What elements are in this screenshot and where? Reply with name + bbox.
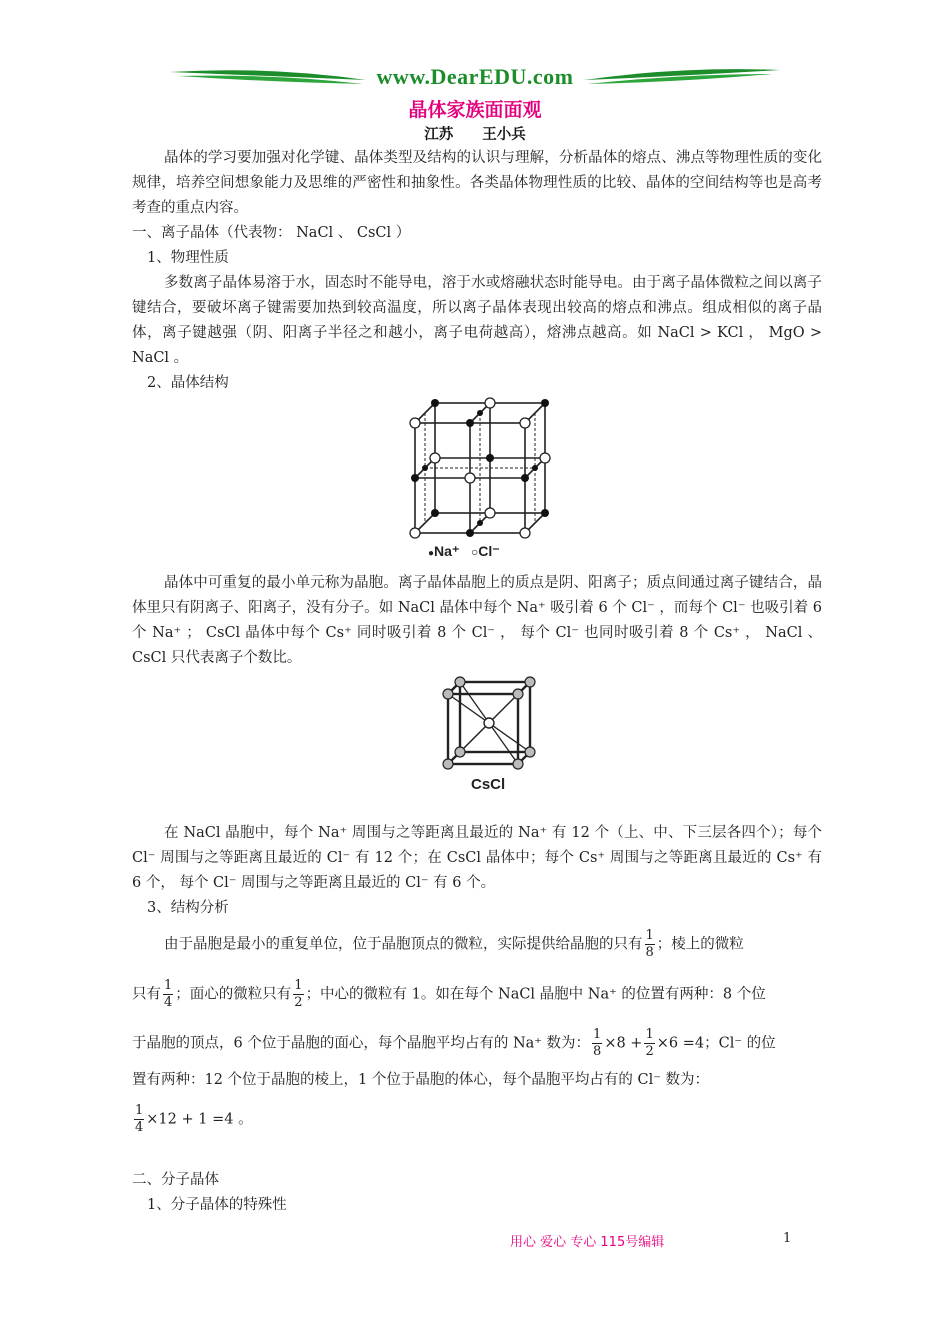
section1-sub1: 1、物理性质 [147,250,229,266]
legend-na: Na⁺ [434,543,460,559]
legend-cl: Cl⁻ [478,543,500,559]
section2-sub1: 1、分子晶体的特殊性 [147,1197,287,1213]
analysis-line-1: 由于晶胞是最小的重复单位，位于晶胞顶点的微粒，实际提供给晶胞的只有 $\frac{1}{8}$ ；棱上的微粒 [164,928,744,960]
intro-paragraph: 晶体的学习要加强对化学键、晶体类型及结构的认识与理解，分析晶体的熔点、沸点等物理性质的变化规律，培养空间想象能力及思维的严密性和抽象性。各类晶体物理性质的比较、晶体的空间结构等也是高考考查的重点内容。 [132,150,822,216]
section1-heading: 一、离子晶体（代表物： NaCl 、 CsCl ） [132,225,411,241]
cscl-label: CsCl [471,776,506,793]
cscl-crystal-diagram [440,674,540,774]
fraction-1-8b: $\frac{1}{8}$ [593,1027,602,1059]
section1-sub3: 3、结构分析 [147,900,229,916]
section1-para2: 晶体中可重复的最小单元称为晶胞。离子晶体晶胞上的质点是阴、阳离子；质点间通过离子键结合，晶体里只有阴离子、阳离子，没有分子。如 NaCl 晶体中每个 Na⁺ 吸引着 6 个 Cl⁻ ，而每个 Cl⁻ 也吸引着 6 个 Na⁺ ； CsCl 晶体中每个 Cs⁺ 同时吸引着 8 个 Cl⁻ ， 每个 Cl⁻ 也同时吸引着 8 个 Cs⁺ ， NaCl 、CsCl 只代表离子个数比。 [132,575,822,666]
section1-sub2: 2、晶体结构 [147,375,229,391]
author-line: 江苏 王小兵 [424,126,526,143]
analysis-line-3: 于晶胞的顶点，6 个位于晶胞的面心，每个晶胞平均占有的 Na⁺ 数为： $\frac{1}{8}$ ×8 + $\frac{1}{2}$ ×6 =4；Cl⁻ 的位 [132,1027,776,1059]
page-title: 晶体家族面面观 [408,99,542,121]
section2-heading: 二、分子晶体 [132,1172,219,1188]
fraction-1-4b: $\frac{1}{4}$ [135,1103,144,1135]
site-banner: www.DearEDU.com [376,64,574,89]
nacl-legend: ●Na⁺ ○Cl⁻ [428,543,500,559]
fraction-1-2b: $\frac{1}{2}$ [645,1027,654,1059]
analysis-line-5: $\frac{1}{4}$ ×12 + 1 =4 。 [135,1103,253,1135]
fraction-1-2: $\frac{1}{2}$ [294,978,303,1010]
fraction-1-8: $\frac{1}{8}$ [645,928,654,960]
section1-para1: 多数离子晶体易溶于水，固态时不能导电，溶于水或熔融状态时能导电。由于离子晶体微粒之间以离子键结合，要破坏离子键需要加热到较高温度，所以离子晶体表现出较高的熔点和沸点。组成相似的离子晶体，离子键越强（阴、阳离子半径之和越小，离子电荷越高），熔沸点越高。如 NaCl > KCl ， MgO > NaCl 。 [132,275,822,366]
page-number: 1 [783,1231,792,1246]
analysis-line-2: 只有 $\frac{1}{4}$ ；面心的微粒只有 $\frac{1}{2}$ ；中心的微粒有 1。如在每个 NaCl 晶胞中 Na⁺ 的位置有两种：8 个位 [132,978,766,1010]
section1-para3: 在 NaCl 晶胞中，每个 Na⁺ 周围与之等距离且最近的 Na⁺ 有 12 个（上、中、下三层各四个）；每个 Cl⁻ 周围与之等距离且最近的 Cl⁻ 有 12 个；在 CsCl 晶体中；每个 Cs⁺ 周围与之等距离且最近的 Cs⁺ 有 6 个， 每个 Cl⁻ 周围与之等距离且最近的 Cl⁻ 有 6 个。 [132,825,822,891]
analysis-line-4: 置有两种：12 个位于晶胞的棱上，1 个位于晶胞的体心，每个晶胞平均占有的 Cl⁻ 数为： [132,1072,709,1088]
nacl-crystal-diagram [405,393,555,543]
footer-text: 用心 爱心 专心 115号编辑 [510,1235,665,1250]
fraction-1-4: $\frac{1}{4}$ [164,978,173,1010]
